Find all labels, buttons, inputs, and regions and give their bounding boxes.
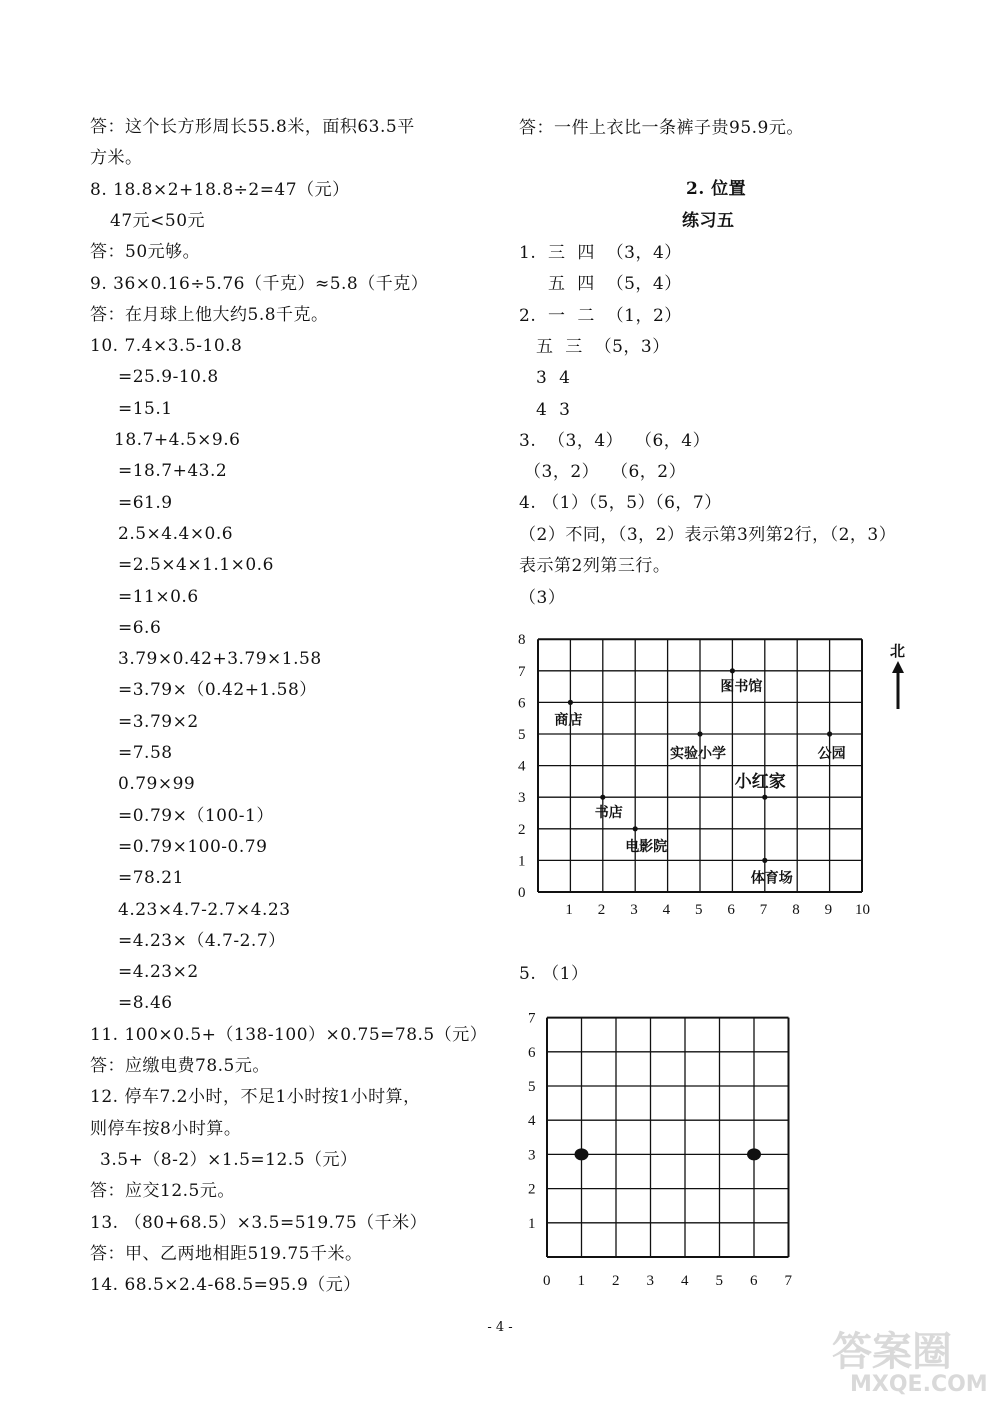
left-line: 答：应交12.5元。 <box>90 1181 235 1202</box>
place-point <box>568 700 573 705</box>
place-point <box>762 795 767 800</box>
right-line: 4. （1）（5，5）（6，7） <box>519 493 722 513</box>
x-tick-label: 6 <box>727 902 735 918</box>
left-line: =18.7+43.2 <box>118 461 228 482</box>
right-line: 3. （3，4） （6，4） <box>519 431 711 451</box>
y-tick-label: 0 <box>518 885 526 901</box>
left-line: =0.79×100-0.79 <box>118 836 268 857</box>
y-tick-label: 3 <box>518 790 526 807</box>
watermark-brand: 答案圈 <box>832 1329 952 1375</box>
north-label: 北 <box>890 642 906 660</box>
y-tick-label: 8 <box>518 632 526 649</box>
left-line: 12. 停车7.2小时，不足1小时按1小时算， <box>90 1087 421 1108</box>
left-line: 8. 18.8×2+18.8÷2=47（元） <box>90 179 350 200</box>
y-tick-label: 7 <box>528 1010 536 1027</box>
left-line: 答：50元够。 <box>90 242 201 263</box>
right-line: 4 3 <box>536 400 571 420</box>
y-tick-label: 2 <box>518 821 526 838</box>
y-tick-label: 6 <box>518 695 526 712</box>
x-tick-label: 3 <box>630 902 638 918</box>
left-line: =15.1 <box>118 398 173 419</box>
left-line: 答：在月球上他大约5.8千克。 <box>90 304 329 325</box>
answer-line-q14: 答：一件上衣比一条裤子贵95.9元。 <box>519 118 804 138</box>
x-tick-label: 7 <box>759 902 768 918</box>
y-tick-label: 1 <box>528 1215 536 1232</box>
exercise-title: 练习五 <box>682 211 735 231</box>
left-line: 3.5+（8-2）×1.5=12.5（元） <box>100 1149 358 1170</box>
x-tick-label: 7 <box>784 1273 792 1289</box>
place-label: 小红家 <box>734 772 786 793</box>
right-line: 五 三 （5，3） <box>536 337 670 357</box>
left-line: =61.9 <box>118 492 173 513</box>
y-tick-label: 3 <box>528 1147 536 1164</box>
coordinate-grid <box>520 1000 820 1300</box>
x-tick-label: 1 <box>565 902 573 918</box>
left-line: 2.5×4.4×0.6 <box>118 523 234 544</box>
location-map-grid <box>510 625 930 925</box>
place-label: 公园 <box>817 746 846 762</box>
left-line: =0.79×（100-1） <box>118 805 274 826</box>
section-title: 2. 位置 <box>686 179 747 199</box>
left-line: 18.7+4.5×9.6 <box>114 430 241 450</box>
place-point <box>633 826 638 831</box>
left-line: =25.9-10.8 <box>118 367 219 388</box>
place-label: 电影院 <box>625 838 668 855</box>
left-line: 答：应缴电费78.5元。 <box>90 1056 270 1076</box>
place-point <box>600 795 605 800</box>
place-label: 书店 <box>594 805 623 822</box>
x-tick-label: 1 <box>577 1273 585 1289</box>
y-tick-label: 4 <box>528 1113 536 1130</box>
x-tick-label: 10 <box>855 902 870 918</box>
x-tick-label: 6 <box>750 1273 758 1289</box>
left-line: 则停车按8小时算。 <box>90 1118 242 1139</box>
left-line: =3.79×2 <box>118 711 199 732</box>
x-tick-label: 4 <box>662 902 671 918</box>
left-line: =4.23×2 <box>118 962 199 983</box>
left-line: 答：甲、乙两地相距519.75千米。 <box>90 1243 363 1264</box>
x-tick-label: 4 <box>681 1273 689 1289</box>
x-tick-label: 2 <box>597 902 606 918</box>
x-tick-label: 9 <box>824 902 833 918</box>
left-line: 答：这个长方形周长55.8米，面积63.5平 <box>90 117 415 137</box>
place-point <box>827 731 832 736</box>
left-line: 方米。 <box>90 148 143 169</box>
left-line: =11×0.6 <box>118 586 199 607</box>
left-line: 3.79×0.42+3.79×1.58 <box>118 649 322 670</box>
left-line: 13. （80+68.5）×3.5=519.75（千米） <box>90 1212 428 1233</box>
right-line: （2）不同，（3，2）表示第3列第2行，（2，3） <box>519 525 897 545</box>
x-tick-label: 8 <box>792 902 800 918</box>
left-line: =6.6 <box>118 617 162 638</box>
left-line: 11. 100×0.5+（138-100）×0.75=78.5（元） <box>90 1024 488 1045</box>
place-point <box>762 858 767 863</box>
y-tick-label: 5 <box>528 1079 536 1095</box>
place-point <box>730 668 735 673</box>
marked-point <box>575 1148 589 1160</box>
left-line: 10. 7.4×3.5-10.8 <box>90 336 243 357</box>
watermark-site: MXQE.COM <box>850 1372 988 1397</box>
y-tick-label: 5 <box>518 727 526 743</box>
right-line: 表示第2列第三行。 <box>519 556 671 576</box>
right-line: （3） <box>519 588 566 608</box>
x-tick-label: 3 <box>646 1273 654 1289</box>
left-line: =8.46 <box>118 993 173 1014</box>
left-line: =4.23×（4.7-2.7） <box>118 930 286 951</box>
left-line: 0.79×99 <box>118 774 196 795</box>
right-line: 3 4 <box>536 368 571 388</box>
place-label: 体育场 <box>750 870 793 887</box>
left-line: 4.23×4.7-2.7×4.23 <box>118 899 291 920</box>
marked-point <box>747 1148 761 1160</box>
x-tick-label: 0 <box>543 1273 551 1289</box>
north-arrow-head-icon <box>892 661 904 673</box>
left-line: =78.21 <box>118 868 184 889</box>
y-tick-label: 2 <box>528 1181 536 1198</box>
y-tick-label: 1 <box>518 853 526 870</box>
place-label: 实验小学 <box>670 746 726 762</box>
right-line: 2. 一 二 （1，2） <box>519 306 682 326</box>
left-line: 9. 36×0.16÷5.76（千克）≈5.8（千克） <box>90 273 429 294</box>
y-tick-label: 4 <box>518 758 526 775</box>
left-line: =3.79×（0.42+1.58） <box>118 680 317 701</box>
left-line: =2.5×4×1.1×0.6 <box>118 555 274 576</box>
left-line: 47元<50元 <box>110 210 206 231</box>
y-tick-label: 6 <box>528 1044 536 1061</box>
place-label: 商店 <box>554 712 583 729</box>
x-tick-label: 5 <box>715 1273 723 1289</box>
place-label: 图书馆 <box>720 678 763 695</box>
right-line: 1. 三 四 （3，4） <box>519 243 682 263</box>
right-line: 五 四 （5，4） <box>548 274 682 294</box>
q5-label: 5. （1） <box>519 964 589 984</box>
y-tick-label: 7 <box>518 663 526 680</box>
left-line: =7.58 <box>118 743 173 763</box>
page-number: - 4 - <box>487 1320 513 1335</box>
x-tick-label: 5 <box>695 902 703 918</box>
x-tick-label: 2 <box>612 1273 620 1289</box>
right-line: （3，2） （6，2） <box>524 462 687 482</box>
place-point <box>697 731 702 736</box>
left-line: 14. 68.5×2.4-68.5=95.9（元） <box>90 1275 361 1296</box>
